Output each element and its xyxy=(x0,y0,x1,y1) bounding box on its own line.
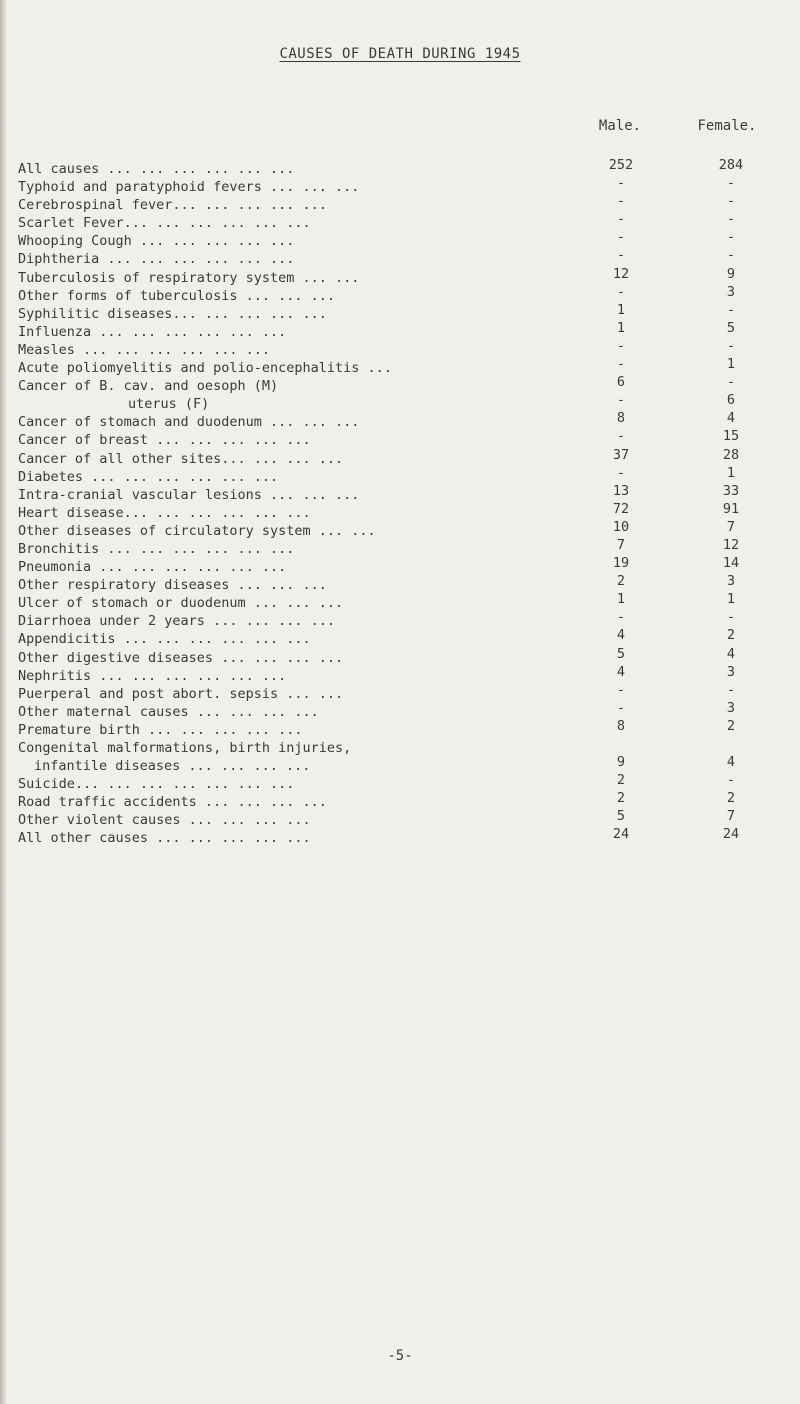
cause-label: Heart disease... ... ... ... ... ... xyxy=(18,504,311,521)
male-count: 13 xyxy=(612,482,630,499)
female-count: 2 xyxy=(726,717,736,734)
cause-label: Typhoid and paratyphoid fevers ... ... ... xyxy=(18,179,360,196)
male-count: 24 xyxy=(612,826,630,843)
table-row xyxy=(18,193,788,214)
table-row xyxy=(18,754,788,775)
cause-label: Other forms of tuberculosis ... ... ... xyxy=(18,287,335,304)
table-row xyxy=(18,609,788,630)
male-count: 10 xyxy=(612,518,630,535)
female-count: 3 xyxy=(726,699,736,716)
table-row xyxy=(18,826,788,847)
male-count: - xyxy=(616,211,626,228)
column-header-male: Male. xyxy=(598,118,642,134)
female-count: 4 xyxy=(726,410,736,427)
table-row xyxy=(18,211,788,232)
cause-label: Premature birth ... ... ... ... ... xyxy=(18,721,303,738)
cause-label: Suicide... ... ... ... ... ... ... xyxy=(18,776,295,793)
table-row xyxy=(18,573,788,594)
table-row xyxy=(18,356,788,377)
table-row xyxy=(18,446,788,468)
female-count: 1 xyxy=(726,591,736,608)
male-count: - xyxy=(616,193,626,210)
table-row xyxy=(18,627,788,648)
page-edge-shadow xyxy=(0,0,6,1404)
table-row xyxy=(18,645,788,667)
cause-label: Measles ... ... ... ... ... ... xyxy=(18,341,270,358)
cause-label: Cancer of all other sites... ... ... ... xyxy=(18,450,344,467)
table-row xyxy=(18,699,788,721)
female-count: 284 xyxy=(718,157,744,173)
male-count: 8 xyxy=(616,717,626,734)
female-count: 12 xyxy=(722,536,740,553)
table-row xyxy=(18,283,788,305)
male-count: - xyxy=(616,392,626,409)
cause-label: Acute poliomyelitis and polio-encephalitis ... xyxy=(18,360,392,377)
table-row xyxy=(18,337,788,359)
table-row xyxy=(18,247,788,268)
female-count: - xyxy=(726,211,736,228)
cause-label: Nephritis ... ... ... ... ... ... xyxy=(18,667,287,684)
cause-label: Puerperal and post abort. sepsis ... ... xyxy=(18,685,344,702)
female-count: 2 xyxy=(726,627,736,644)
male-count: 6 xyxy=(616,374,626,391)
cause-label: Diphtheria ... ... ... ... ... ... xyxy=(18,251,295,268)
table-row xyxy=(18,591,788,612)
cause-label: infantile diseases ... ... ... ... xyxy=(34,758,311,775)
female-count: 3 xyxy=(726,573,736,590)
table-row xyxy=(18,739,788,757)
male-count: - xyxy=(616,428,626,445)
female-count: 6 xyxy=(726,392,736,409)
female-count: 4 xyxy=(726,645,736,662)
table-row xyxy=(18,518,788,540)
table-row xyxy=(18,681,788,703)
female-count: 28 xyxy=(722,446,740,463)
table-row xyxy=(18,717,788,739)
cause-label: Cancer of stomach and duodenum ... ... ... xyxy=(18,414,360,431)
cause-label: All other causes ... ... ... ... ... xyxy=(18,830,311,847)
table-row xyxy=(18,500,788,522)
male-count: 5 xyxy=(616,808,626,825)
table-row xyxy=(18,157,788,178)
male-count: 5 xyxy=(616,645,626,662)
table-row xyxy=(18,428,788,449)
table-row xyxy=(18,301,788,323)
column-header-female: Female. xyxy=(697,118,757,134)
male-count: 1 xyxy=(616,301,626,318)
male-count: 7 xyxy=(616,536,626,553)
female-count: 4 xyxy=(726,754,736,771)
cause-label: Diarrhoea under 2 years ... ... ... ... xyxy=(18,613,335,630)
cause-label: Whooping Cough ... ... ... ... ... xyxy=(18,233,295,250)
female-count: - xyxy=(726,374,736,391)
female-count: - xyxy=(726,609,736,626)
cause-label: Other violent causes ... ... ... ... xyxy=(18,812,311,829)
table-row xyxy=(18,374,788,395)
female-count: - xyxy=(726,229,736,246)
table-row xyxy=(18,175,788,196)
table-row xyxy=(18,229,788,250)
male-count: 4 xyxy=(616,663,626,680)
female-count: - xyxy=(726,247,736,264)
table-row xyxy=(18,319,788,341)
male-count: - xyxy=(616,609,626,626)
table-row xyxy=(18,536,788,558)
male-count: 12 xyxy=(612,265,630,282)
cause-label: Other respiratory diseases ... ... ... xyxy=(18,577,327,594)
female-count: 7 xyxy=(726,518,736,535)
male-count: - xyxy=(616,229,626,246)
cause-label: Cancer of breast ... ... ... ... ... xyxy=(18,432,311,449)
male-count: - xyxy=(616,247,626,264)
cause-label: Cancer of B. cav. and oesoph (M) xyxy=(18,378,279,395)
cause-label: Appendicitis ... ... ... ... ... ... xyxy=(18,631,311,648)
table-row xyxy=(18,772,788,793)
cause-label: All causes ... ... ... ... ... ... xyxy=(18,161,295,177)
male-count: - xyxy=(616,464,626,481)
cause-label: Ulcer of stomach or duodenum ... ... ... xyxy=(18,595,344,612)
page-title: CAUSES OF DEATH DURING 1945 xyxy=(279,46,521,62)
female-count: 24 xyxy=(722,826,740,843)
cause-label: Other digestive diseases ... ... ... ... xyxy=(18,649,344,666)
cause-label: Pneumonia ... ... ... ... ... ... xyxy=(18,559,287,576)
female-count: 9 xyxy=(726,265,736,282)
male-count: 252 xyxy=(608,157,634,173)
cause-label: Congenital malformations, birth injuries, xyxy=(18,740,352,756)
cause-label: Diabetes ... ... ... ... ... ... xyxy=(18,468,279,485)
female-count: 1 xyxy=(726,464,736,481)
table-row xyxy=(18,663,788,685)
table-row xyxy=(18,790,788,811)
cause-label: Syphilitic diseases... ... ... ... ... xyxy=(18,305,327,322)
cause-label: Bronchitis ... ... ... ... ... ... xyxy=(18,540,295,557)
cause-label: Tuberculosis of respiratory system ... ... xyxy=(18,269,360,286)
male-count: 9 xyxy=(616,754,626,771)
page-number: -5- xyxy=(387,1348,413,1364)
female-count: - xyxy=(726,337,736,354)
table-row xyxy=(18,464,788,486)
causes-table xyxy=(18,157,788,848)
male-count: 4 xyxy=(616,627,626,644)
female-count: - xyxy=(726,193,736,210)
cause-label: Intra-cranial vascular lesions ... ... ... xyxy=(18,486,360,503)
female-count: 7 xyxy=(726,808,736,825)
female-count: 2 xyxy=(726,790,736,807)
cause-label: Influenza ... ... ... ... ... ... xyxy=(18,323,287,340)
table-row xyxy=(18,410,788,431)
table-row xyxy=(18,555,788,576)
female-count: - xyxy=(726,681,736,698)
male-count: - xyxy=(616,681,626,698)
male-count: - xyxy=(616,283,626,300)
table-row xyxy=(18,392,788,413)
male-count: - xyxy=(616,337,626,354)
male-count: 37 xyxy=(612,446,630,463)
male-count: 1 xyxy=(616,319,626,336)
cause-label: Cerebrospinal fever... ... ... ... ... xyxy=(18,197,327,214)
male-count: - xyxy=(616,175,626,192)
female-count: 14 xyxy=(722,555,740,572)
male-count: 19 xyxy=(612,555,630,572)
female-count: 91 xyxy=(722,500,740,517)
cause-label: Road traffic accidents ... ... ... ... xyxy=(18,794,327,811)
table-row xyxy=(18,265,788,287)
female-count: - xyxy=(726,175,736,192)
female-count: 5 xyxy=(726,319,736,336)
male-count: 2 xyxy=(616,772,626,789)
female-count: 3 xyxy=(726,283,736,300)
cause-label: Other diseases of circulatory system ... ... xyxy=(18,522,376,539)
female-count: - xyxy=(726,772,736,789)
cause-label: Other maternal causes ... ... ... ... xyxy=(18,703,319,720)
table-row xyxy=(18,808,788,829)
table-row xyxy=(18,482,788,504)
male-count: 2 xyxy=(616,790,626,807)
female-count: 33 xyxy=(722,482,740,499)
female-count: 3 xyxy=(726,663,736,680)
male-count: 2 xyxy=(616,573,626,590)
cause-label: uterus (F) xyxy=(128,396,210,413)
female-count: 1 xyxy=(726,356,736,373)
female-count: - xyxy=(726,301,736,318)
male-count: - xyxy=(616,356,626,373)
male-count: - xyxy=(616,699,626,716)
male-count: 72 xyxy=(612,500,630,517)
female-count: 15 xyxy=(722,428,740,445)
male-count: 8 xyxy=(616,410,626,427)
male-count: 1 xyxy=(616,591,626,608)
cause-label: Scarlet Fever... ... ... ... ... ... xyxy=(18,215,311,232)
